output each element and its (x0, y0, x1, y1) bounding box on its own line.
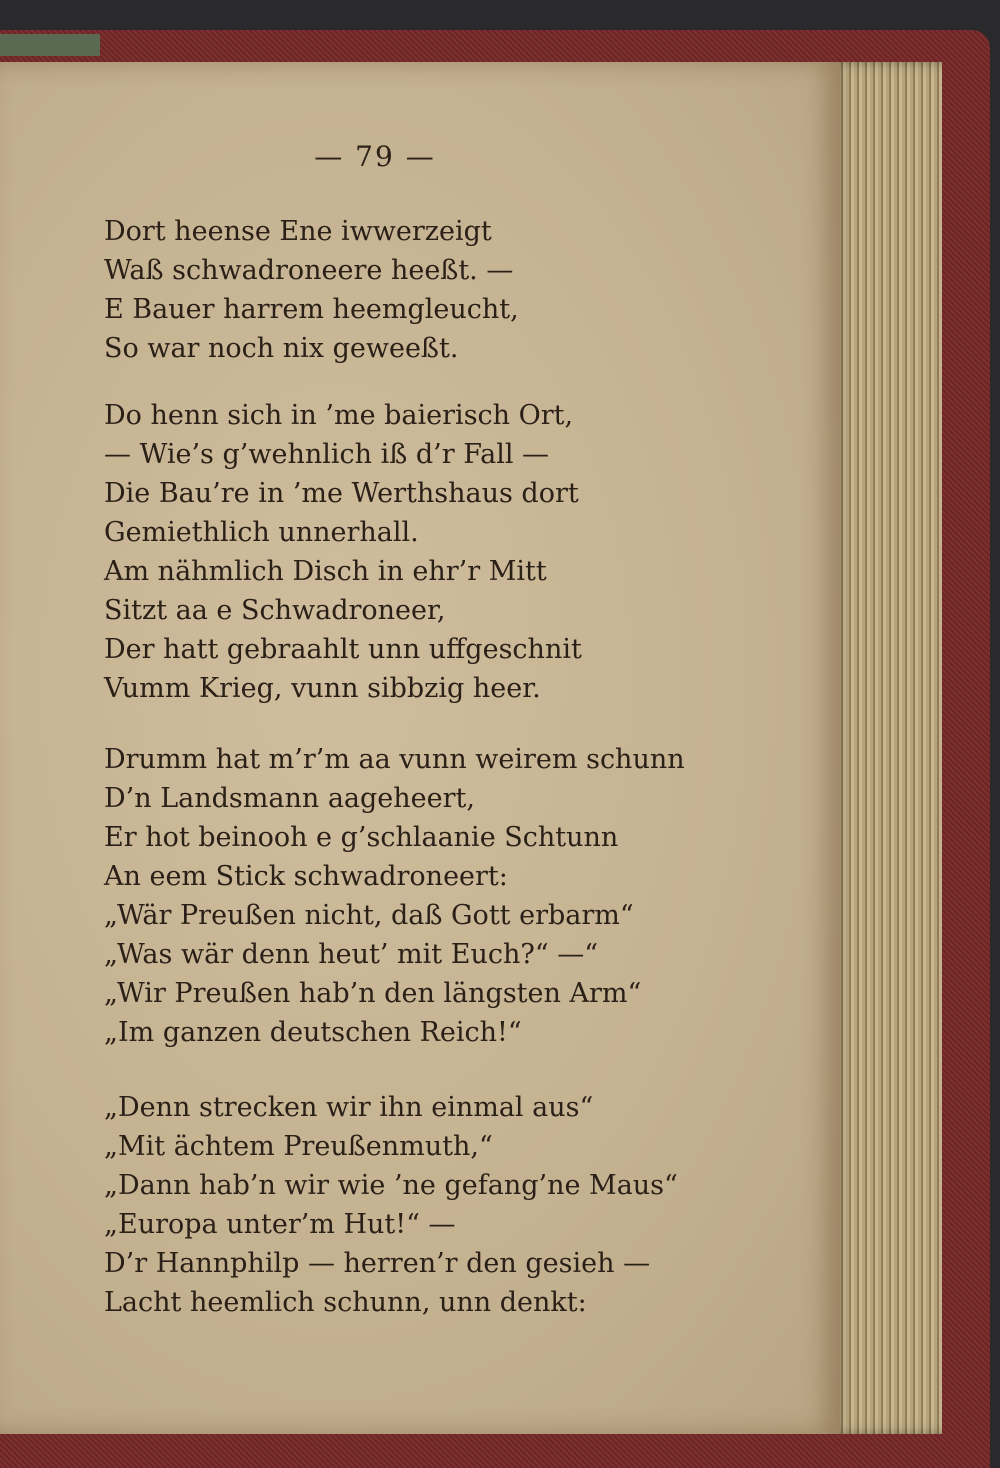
verse-line: D’n Landsmann aageheert, (104, 783, 475, 814)
verse-line: — Wie’s g’wehnlich iß d’r Fall — (104, 439, 550, 470)
verse-line: Waß schwadroneere heeßt. — (104, 255, 514, 286)
verse-line: „Wär Preußen nicht, daß Gott erbarm“ (104, 900, 634, 931)
stanza-2 (104, 396, 582, 708)
verse-line: „Europa unter’m Hut!“ — (104, 1209, 456, 1240)
stanza-4 (104, 1088, 678, 1322)
verse-line: Drumm hat m’r’m aa vunn weirem schunn (104, 744, 685, 775)
verse-line: Die Bau’re in ’me Werthshaus dort (104, 478, 579, 509)
verse-line: „Mit ächtem Preußenmuth,“ (104, 1131, 493, 1162)
verse-line: Am nähmlich Disch in ehr’r Mitt (104, 556, 547, 587)
verse-line: „Was wär denn heut’ mit Euch?“ —“ (104, 939, 599, 970)
verse-line: E Bauer harrem heemgleucht, (104, 294, 519, 325)
bookmark-ribbon (0, 34, 100, 56)
verse-line: Dort heense Ene iwwerzeigt (104, 216, 492, 247)
verse-line: Vumm Krieg, vunn sibbzig heer. (104, 673, 541, 704)
verse-line: Lacht heemlich schunn, unn denkt: (104, 1287, 587, 1318)
stanza-1 (104, 212, 519, 368)
verse-line: Er hot beinooh e g’schlaanie Schtunn (104, 822, 619, 853)
page-number: — 79 — (314, 140, 436, 173)
stanza-3 (104, 740, 685, 1052)
verse-line: D’r Hannphilp — herren’r den gesieh — (104, 1248, 651, 1279)
verse-line: „Denn strecken wir ihn einmal aus“ (104, 1092, 594, 1123)
verse-line: „Im ganzen deutschen Reich!“ (104, 1017, 522, 1048)
verse-line: So war noch nix geweeßt. (104, 333, 459, 364)
verse-line: Der hatt gebraahlt unn uffgeschnit (104, 634, 582, 665)
verse-line: „Dann hab’n wir wie ’ne gefang’ne Maus“ (104, 1170, 678, 1201)
verse-line: Gemiethlich unnerhall. (104, 517, 419, 548)
page-edges (830, 62, 942, 1434)
verse-line: An eem Stick schwadroneert: (104, 861, 508, 892)
verse-line: Sitzt aa e Schwadroneer, (104, 595, 446, 626)
verse-line: „Wir Preußen hab’n den längsten Arm“ (104, 978, 642, 1009)
verse-line: Do henn sich in ’me baierisch Ort, (104, 400, 574, 431)
